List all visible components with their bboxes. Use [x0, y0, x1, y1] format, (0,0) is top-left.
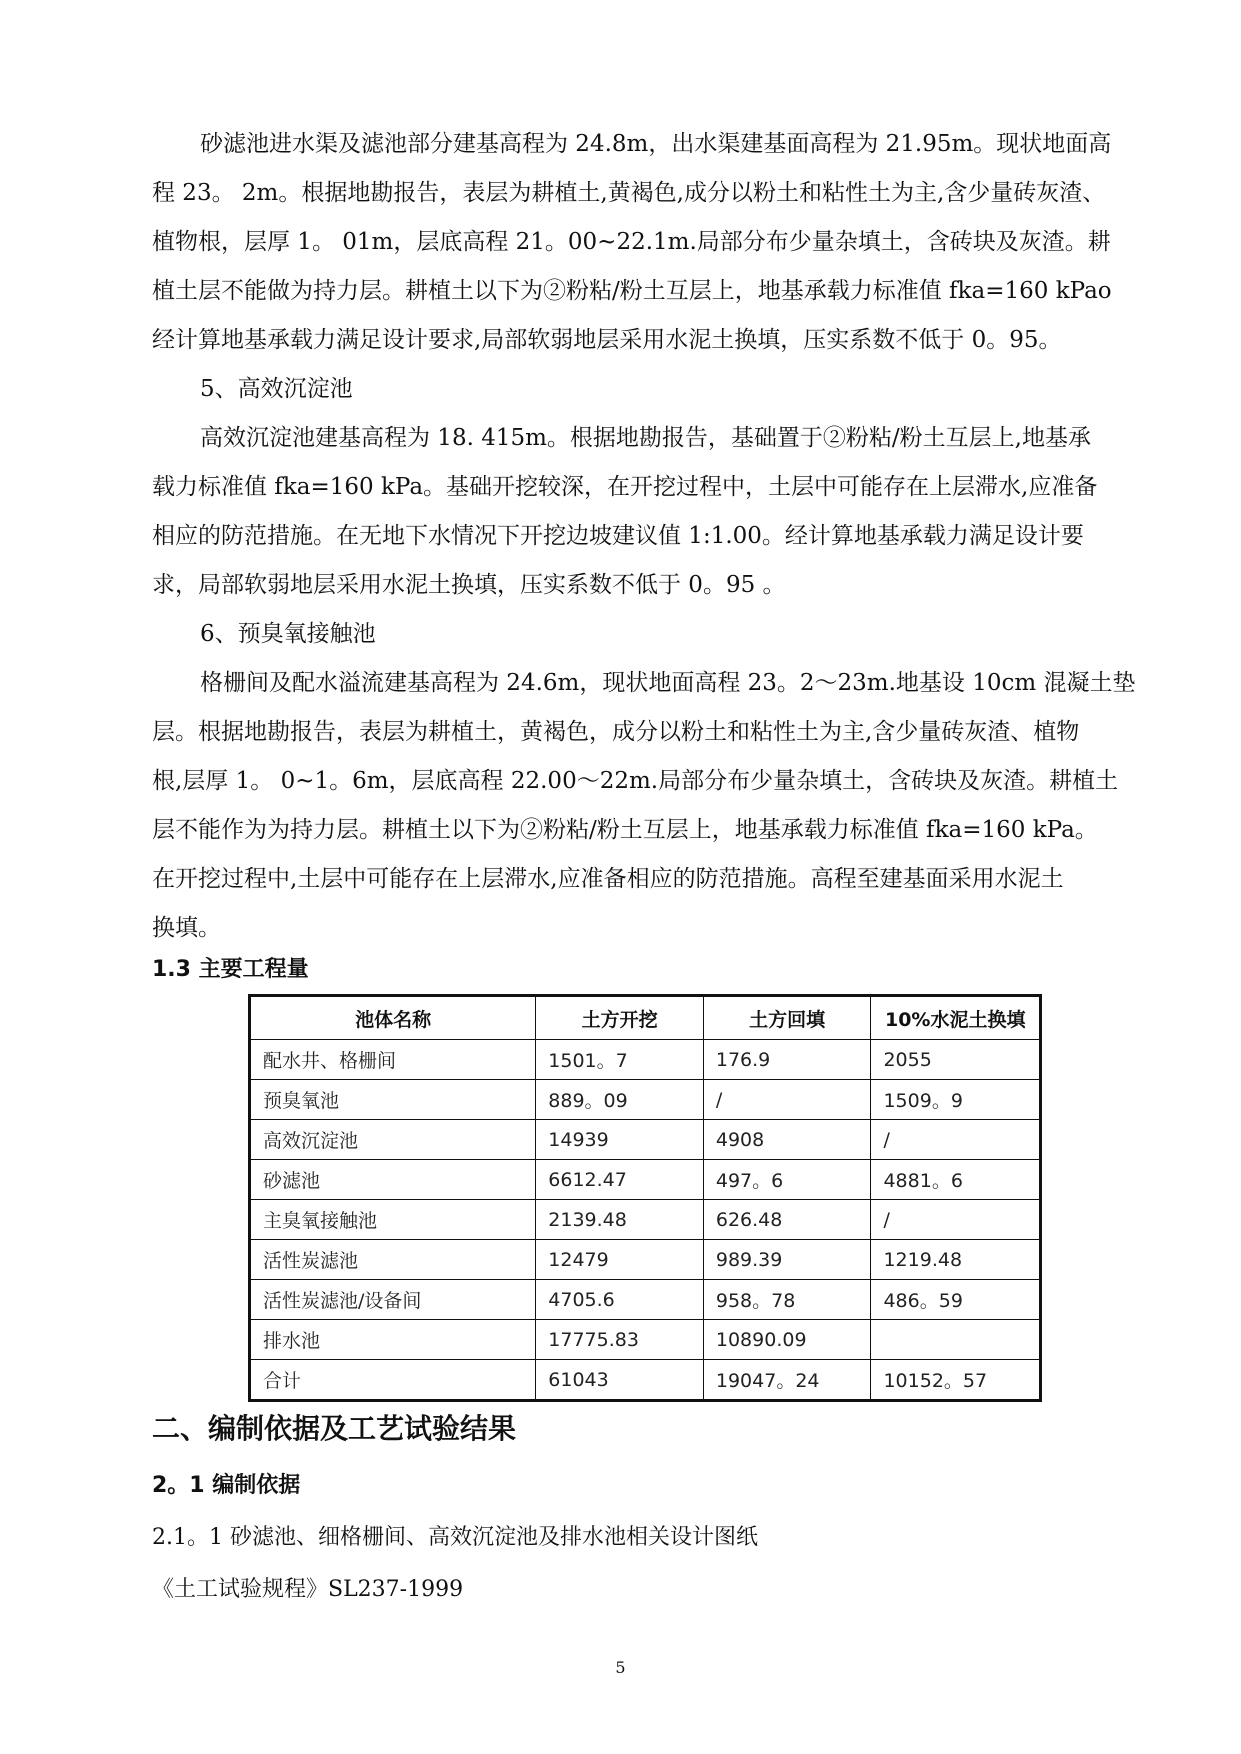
section-5-heading: 5、高效沉淀池 [200, 376, 353, 402]
table-cell: / [871, 1200, 1041, 1240]
table-cell: 486。59 [871, 1280, 1041, 1320]
table-cell: 砂滤池 [250, 1160, 536, 1200]
chapter-2-heading: 二、编制依据及工艺试验结果 [152, 1412, 517, 1445]
table-row [250, 1200, 1041, 1240]
table-cell: 176.9 [703, 1040, 871, 1080]
table-cell: 958。78 [703, 1280, 871, 1320]
table-cell: 6612.47 [536, 1160, 704, 1200]
column-header: 10%水泥土换填 [871, 996, 1041, 1040]
table-cell: 主臭氧接触池 [250, 1200, 536, 1240]
table-cell: 12479 [536, 1240, 704, 1280]
table-cell: 合计 [250, 1360, 536, 1401]
table-cell: 4705.6 [536, 1280, 704, 1320]
page-number: 5 [615, 1658, 626, 1677]
table-cell: 1219.48 [871, 1240, 1041, 1280]
table-cell: / [871, 1120, 1041, 1160]
column-header: 土方开挖 [536, 996, 704, 1040]
text-line: 高效沉淀池建基高程为 18. 415m。根据地勘报告，基础置于②粉粘/粉土互层上,地基承 [200, 425, 1091, 451]
table-cell: 排水池 [250, 1320, 536, 1360]
column-header: 池体名称 [250, 996, 536, 1040]
table-row [250, 1040, 1041, 1080]
table-row [250, 1280, 1041, 1320]
table-cell: 61043 [536, 1360, 704, 1401]
table-row [250, 1120, 1041, 1160]
table-row [250, 1240, 1041, 1280]
table-cell: 活性炭滤池 [250, 1240, 536, 1280]
text-line: 植物根，层厚 1。 01m，层底高程 21。00~22.1m.局部分布少量杂填土，含砖块及灰渣。耕 [152, 229, 1111, 255]
table-row [250, 1320, 1041, 1360]
table-cell: 高效沉淀池 [250, 1120, 536, 1160]
section-2-1-heading: 2。1 编制依据 [152, 1473, 301, 1498]
text-line: 植土层不能做为持力层。耕植土以下为②粉粘/粉土互层上，地基承载力标准值 fka=160 kPao [152, 278, 1112, 304]
quantities-table [248, 994, 1042, 1402]
text-line: 层不能作为为持力层。耕植土以下为②粉粘/粉土互层上，地基承载力标准值 fka=160 kPa。 [152, 817, 1098, 843]
table-cell: 4908 [703, 1120, 871, 1160]
table-row [250, 1160, 1041, 1200]
text-line: 载力标准值 fka=160 kPa。基础开挖较深，在开挖过程中，土层中可能存在上层滞水,应准备 [152, 474, 1098, 500]
table-cell [871, 1320, 1041, 1360]
text-line: 求，局部软弱地层采用水泥土换填，压实系数不低于 0。95 。 [152, 572, 786, 598]
text-line: 砂滤池进水渠及滤池部分建基高程为 24.8m，出水渠建基面高程为 21.95m。现状地面高 [200, 131, 1112, 157]
table-cell: / [703, 1080, 871, 1120]
table-cell: 989.39 [703, 1240, 871, 1280]
table-cell: 889。09 [536, 1080, 704, 1120]
text-line: 经计算地基承载力满足设计要求,局部软弱地层采用水泥土换填，压实系数不低于 0。95。 [152, 327, 1062, 353]
text-line: 根,层厚 1。 0~1。6m，层底高程 22.00～22m.局部分布少量杂填土，含砖块及灰渣。耕植土 [152, 768, 1119, 794]
table-cell: 2139.48 [536, 1200, 704, 1240]
table-cell: 14939 [536, 1120, 704, 1160]
paragraph-section-6 [152, 659, 1142, 953]
paragraph-section-5 [152, 414, 1142, 610]
table-cell: 17775.83 [536, 1320, 704, 1360]
table-total-row [250, 1360, 1041, 1401]
paragraph-sand-filter [152, 120, 1142, 365]
table-cell: 497。6 [703, 1160, 871, 1200]
table-cell: 预臭氧池 [250, 1080, 536, 1120]
table-cell: 1509。9 [871, 1080, 1041, 1120]
table-cell: 活性炭滤池/设备间 [250, 1280, 536, 1320]
text-line: 在开挖过程中,土层中可能存在上层滞水,应准备相应的防范措施。高程至建基面采用水泥土 [152, 866, 1064, 892]
table-cell: 626.48 [703, 1200, 871, 1240]
text-line: 换填。 [152, 915, 221, 941]
section-1-3-heading: 1.3 主要工程量 [152, 957, 309, 982]
text-line: 层。根据地勘报告，表层为耕植土，黄褐色，成分以粉土和粘性土为主,含少量砖灰渣、植物 [152, 719, 1080, 745]
basis-item-2: 《土工试验规程》SL237-1999 [152, 1577, 464, 1602]
table-cell: 10152。57 [871, 1360, 1041, 1401]
text-line: 格栅间及配水溢流建基高程为 24.6m，现状地面高程 23。2～23m.地基设 10cm 混凝土垫 [200, 670, 1136, 696]
table-cell: 1501。7 [536, 1040, 704, 1080]
table-cell: 19047。24 [703, 1360, 871, 1401]
table-cell: 4881。6 [871, 1160, 1041, 1200]
text-line: 程 23。 2m。根据地勘报告，表层为耕植土,黄褐色,成分以粉土和粘性土为主,含少量砖灰渣、 [152, 180, 1106, 206]
column-header: 土方回填 [703, 996, 871, 1040]
table-row [250, 1080, 1041, 1120]
table-header-row [250, 996, 1041, 1040]
basis-item-1: 2.1。1 砂滤池、细格栅间、高效沉淀池及排水池相关设计图纸 [152, 1525, 758, 1550]
table-cell: 2055 [871, 1040, 1041, 1080]
text-line: 相应的防范措施。在无地下水情况下开挖边坡建议值 1:1.00。经计算地基承载力满足设计要 [152, 523, 1084, 549]
section-6-heading: 6、预臭氧接触池 [200, 621, 376, 647]
table-cell: 10890.09 [703, 1320, 871, 1360]
table-cell: 配水井、格栅间 [250, 1040, 536, 1080]
